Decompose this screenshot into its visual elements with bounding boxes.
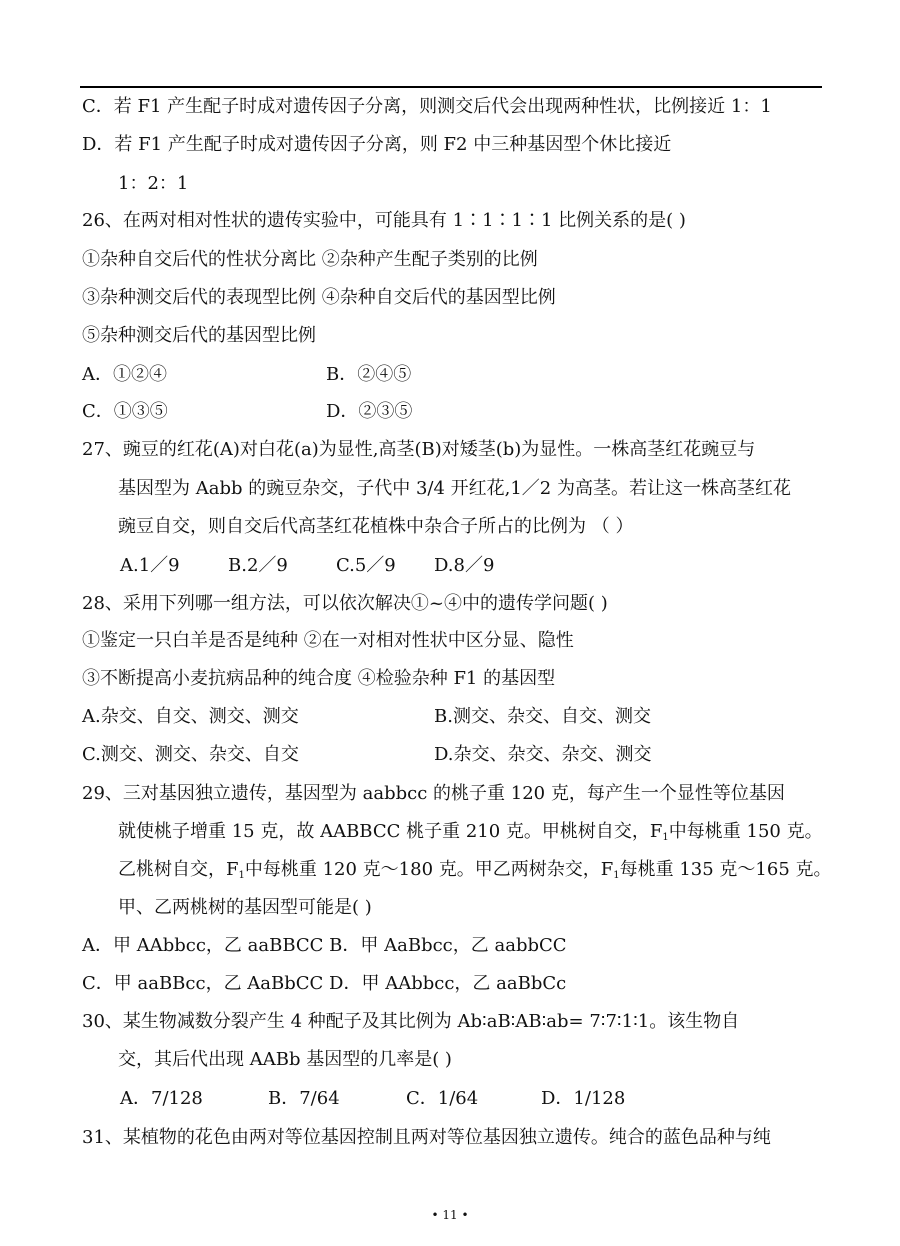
q27-option-a: A.1／9 <box>120 555 180 576</box>
q26-items-line3: ⑤杂种测交后代的基因型比例 <box>82 325 316 346</box>
q26-option-d: D．②③⑤ <box>326 401 413 422</box>
q30-option-b: B．7/64 <box>268 1088 340 1109</box>
q29-stem-line2: 就使桃子增重 15 克，故 AABBCC 桃子重 210 克。甲桃树自交，$F_1$中每桃重 150 克。 <box>118 821 823 843</box>
q27-option-d: D.8／9 <box>434 555 495 576</box>
q29-stem-line3: 乙桃树自交，$F_1$中每桃重 120 克～180 克。甲乙两树杂交，$F_1$每桃重 135 克～165 克。 <box>118 859 832 881</box>
q28-items-line1: ①鉴定一只白羊是否是纯种 ②在一对相对性状中区分显、隐性 <box>82 630 574 651</box>
q27-stem-line1: 27、豌豆的红花(A)对白花(a)为显性,高茎(B)对矮茎(b)为显性。一株高茎红花豌豆与 <box>82 439 756 460</box>
q28-option-b: B.测交、杂交、自交、测交 <box>434 706 651 727</box>
q29-options-cd: C．甲 aaBBcc，乙 AaBbCC D．甲 AAbbcc，乙 aaBbCc <box>82 973 567 994</box>
q28-option-d: D.杂交、杂交、杂交、测交 <box>434 744 652 765</box>
q27-option-c: C.5／9 <box>336 555 396 576</box>
q30-option-a: A．7/128 <box>120 1088 203 1109</box>
q28-option-c: C.测交、测交、杂交、自交 <box>82 744 299 765</box>
q25-option-c: C．若 F1 产生配子时成对遗传因子分离，则测交后代会出现两种性状，比例接近 1：1 <box>82 96 772 117</box>
q26-items-line2: ③杂种测交后代的表现型比例 ④杂种自交后代的基因型比例 <box>82 287 556 308</box>
q29-stem-line1: 29、三对基因独立遗传，基因型为 aabbcc 的桃子重 120 克，每产生一个显性等位基因 <box>82 783 785 804</box>
q27-stem-line2: 基因型为 Aabb 的豌豆杂交，子代中 3/4 开红花,1／2 为高茎。若让这一株高茎红花 <box>118 478 791 499</box>
q27-option-b: B.2／9 <box>228 555 288 576</box>
page-number: • 11 • <box>431 1208 469 1222</box>
q26-option-b: B．②④⑤ <box>326 364 412 385</box>
q27-stem-line3: 豌豆自交，则自交后代高茎红花植株中杂合子所占的比例为 （ ） <box>118 516 634 537</box>
q26-option-c: C．①③⑤ <box>82 401 168 422</box>
q25-option-d-cont: 1：2：1 <box>118 173 189 194</box>
q28-items-line2: ③不断提高小麦抗病品种的纯合度 ④检验杂种 F1 的基因型 <box>82 668 556 689</box>
q25-option-d: D．若 F1 产生配子时成对遗传因子分离，则 F2 中三种基因型个休比接近 <box>82 134 672 155</box>
q29-stem-line4: 甲、乙两桃树的基因型可能是( ) <box>118 897 372 918</box>
q26-items-line1: ①杂种自交后代的性状分离比 ②杂种产生配子类别的比例 <box>82 249 538 270</box>
q31-stem-line1: 31、某植物的花色由两对等位基因控制且两对等位基因独立遗传。纯合的蓝色品种与纯 <box>82 1127 771 1148</box>
q26-option-a: A．①②④ <box>82 364 167 385</box>
q30-option-c: C．1/64 <box>406 1088 479 1109</box>
q30-stem-line2: 交，其后代出现 AABb 基因型的几率是( ) <box>118 1049 452 1070</box>
header-rule <box>80 86 822 88</box>
q29-options-ab: A．甲 AAbbcc，乙 aaBBCC B．甲 AaBbcc，乙 aabbCC <box>82 935 567 956</box>
q28-option-a: A.杂交、自交、测交、测交 <box>82 706 299 727</box>
q28-stem: 28、采用下列哪一组方法，可以依次解决①~④中的遗传学问题( ) <box>82 593 608 614</box>
q30-stem-line1: 30、某生物减数分裂产生 4 种配子及其比例为 Ab∶aB∶AB∶ab= 7∶7∶1∶1。该生物自 <box>82 1011 740 1032</box>
q30-option-d: D．1/128 <box>541 1088 626 1109</box>
q26-stem: 26、在两对相对性状的遗传实验中，可能具有 1∶1∶1∶1 比例关系的是( ) <box>82 210 686 231</box>
